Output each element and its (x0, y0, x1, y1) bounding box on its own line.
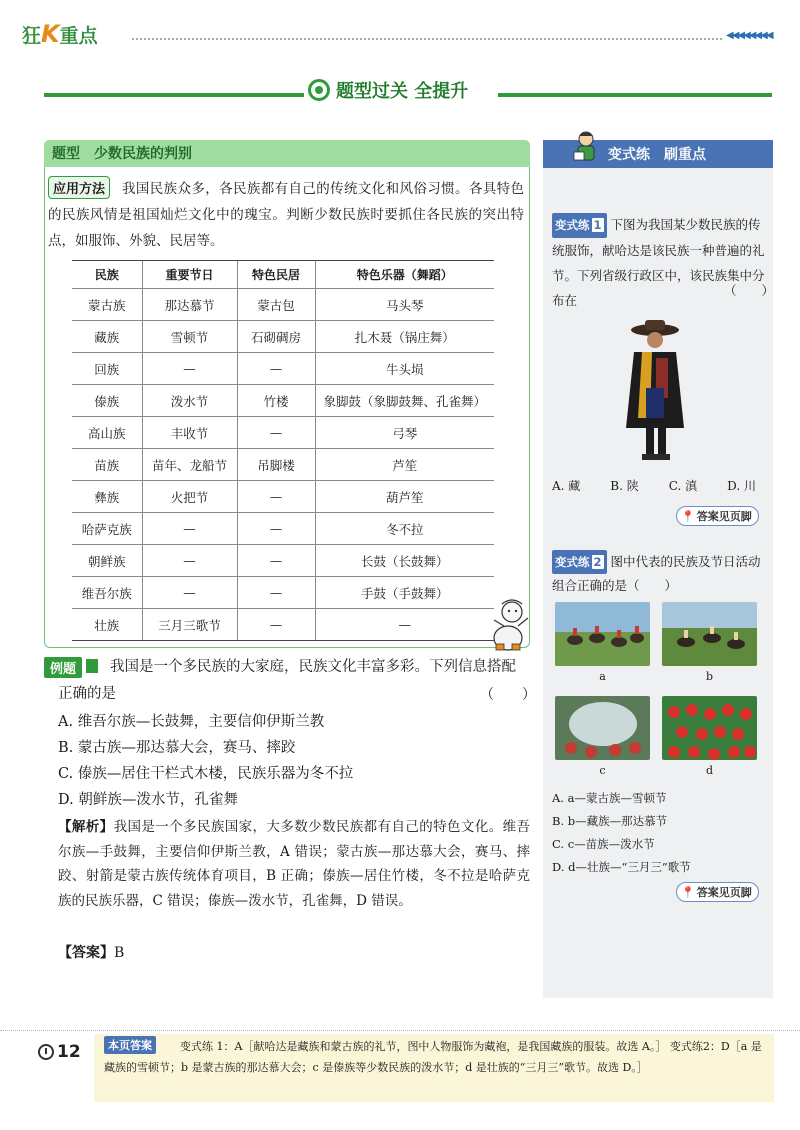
table-cell: 马头琴 (315, 289, 494, 321)
photo-caption: a (599, 670, 606, 683)
table-header: 特色民居 (237, 261, 315, 289)
table-cell: 手鼓（手鼓舞） (315, 577, 494, 609)
table-cell: — (237, 545, 315, 577)
variant-1-answer-link[interactable] (676, 506, 759, 526)
table-cell: 高山族 (72, 417, 142, 449)
table-cell: 竹楼 (237, 385, 315, 417)
table-header: 民族 (72, 261, 142, 289)
banner-title: 题型过关 全提升 (336, 81, 469, 102)
table-row (72, 545, 494, 577)
table-cell: — (142, 577, 237, 609)
table-cell: 彝族 (72, 481, 142, 513)
pin-icon: 📍 (681, 886, 695, 899)
table-cell: — (237, 609, 315, 641)
answer-link-label: 答案见页脚 (696, 886, 752, 899)
example-option: A. 维吾尔族—长鼓舞，主要信仰伊斯兰教 (58, 714, 325, 730)
table-cell: 三月三歌节 (142, 609, 237, 641)
variant-1-option: B. 陕 (610, 479, 639, 493)
table-cell: 葫芦笙 (315, 481, 494, 513)
table-row (72, 289, 494, 321)
page-number-text: 12 (57, 1042, 81, 1062)
variant-1-option: D. 川 (727, 479, 756, 493)
logo-suffix: 重点 (59, 25, 98, 47)
variant-2-question (552, 550, 766, 598)
page-number (38, 1040, 84, 1064)
variant-2-answer-link[interactable] (676, 882, 759, 902)
table-cell: 壮族 (72, 609, 142, 641)
table-cell: — (315, 609, 494, 641)
banner-rule-right (498, 93, 772, 97)
photo-caption: b (705, 670, 714, 683)
variant-1-option: A. 藏 (552, 479, 581, 493)
table-cell: — (237, 481, 315, 513)
table-cell: 牛头埙 (315, 353, 494, 385)
table-row (72, 321, 494, 353)
example-question: 我国是一个多民族的大家庭，民族文化丰富多彩。下列信息搭配正确的是 (58, 659, 516, 702)
clock-icon (38, 1044, 54, 1060)
page-answers-tag: 本页答案 (104, 1036, 156, 1054)
table-cell: — (237, 353, 315, 385)
method-label: 应用方法 (48, 176, 110, 199)
table-cell: 蒙古包 (237, 289, 315, 321)
table-row (72, 513, 494, 545)
table-row (72, 353, 494, 385)
answer-label: 【答案】 (58, 945, 114, 961)
photo-a-horse-riding (555, 602, 650, 666)
footer-dotted-rule (0, 1030, 800, 1031)
logo-prefix: 狂 (22, 25, 42, 47)
table-row (72, 417, 494, 449)
variant-1-tag (552, 213, 607, 238)
variant-1-text: 下图为我国某少数民族的传统服饰，献哈达是该民族一种普遍的礼节。下列省级行政区中，该民族集中分布在 (552, 217, 765, 308)
table-cell: 丰收节 (142, 417, 237, 449)
cartoon-character-icon (488, 596, 532, 652)
example-answer-paren: （ ） (480, 687, 536, 703)
table-cell: — (237, 513, 315, 545)
table-header: 特色乐器（舞蹈） (315, 261, 494, 289)
variant-tag-label: 变式练 (555, 555, 590, 569)
table-row (72, 481, 494, 513)
table-cell: — (142, 545, 237, 577)
variant-tag-label: 变式练 (555, 218, 590, 232)
table-row (72, 577, 494, 609)
brand-logo (22, 20, 98, 48)
table-cell: 火把节 (142, 481, 237, 513)
variant-1-paren: （ ） (724, 283, 775, 298)
table-cell: 吊脚楼 (237, 449, 315, 481)
table-cell: 朝鲜族 (72, 545, 142, 577)
student-icon (572, 130, 600, 166)
example-option: D. 朝鲜族—泼水节，孔雀舞 (58, 792, 238, 808)
example-option: C. 傣族—居住干栏式木楼，民族乐器为冬不拉 (58, 766, 354, 782)
section-banner (308, 77, 498, 103)
table-header-row (72, 261, 494, 289)
table-cell: 苗年、龙船节 (142, 449, 237, 481)
table-cell: 苗族 (72, 449, 142, 481)
table-cell: 哈萨克族 (72, 513, 142, 545)
variant-2-option: C. c—苗族—泼水节 (552, 837, 655, 851)
photo-caption: d (705, 764, 714, 777)
table-cell: 弓琴 (315, 417, 494, 449)
variant-2-option: D. d—壮族—“三月三”歌节 (552, 860, 691, 874)
table-cell: 雪顿节 (142, 321, 237, 353)
tibetan-costume-figure (612, 318, 698, 464)
photo-d-festival-crowd (662, 696, 757, 760)
table-cell: — (237, 417, 315, 449)
practice-header-title: 变式练 刷重点 (608, 147, 706, 163)
topic-title: 题型 少数民族的判别 (52, 146, 192, 162)
table-cell: 那达慕节 (142, 289, 237, 321)
method-text: 我国民族众多，各民族都有自己的传统文化和风俗习惯。各具特色的民族风情是祖国灿烂文化中的瑰宝。判断少数民族时要抓住各民族的突出特点，如服饰、外貌、民居等。 (48, 181, 524, 249)
table-cell: — (142, 353, 237, 385)
variant-2-text: 图中代表的民族及节日活动组合正确的是（ ） (552, 554, 761, 593)
table-cell: 傣族 (72, 385, 142, 417)
table-cell: — (142, 513, 237, 545)
variant-tag-number: 2 (593, 555, 602, 569)
swirl-icon (308, 79, 330, 101)
photo-b-horse-race (662, 602, 757, 666)
example-analysis (58, 815, 530, 913)
answer-link-label: 答案见页脚 (696, 510, 752, 523)
analysis-label: 【解析】 (58, 819, 114, 835)
table-cell: 泼水节 (142, 385, 237, 417)
table-cell: 藏族 (72, 321, 142, 353)
variant-1-option: C. 滇 (668, 479, 698, 493)
table-cell: 维吾尔族 (72, 577, 142, 609)
variant-2-option: B. b—藏族—那达慕节 (552, 814, 668, 828)
header-arrows-icon: ◀◀◀◀◀◀◀◀ (726, 30, 772, 41)
variant-2-tag (552, 550, 607, 574)
table-row (72, 385, 494, 417)
example-tag-square (86, 659, 98, 673)
example-answer (58, 942, 124, 962)
variant-1-options (552, 477, 766, 494)
ethnic-table (72, 260, 494, 641)
table-cell: 象脚鼓（象脚鼓舞、孔雀舞） (315, 385, 494, 417)
table-cell: — (237, 577, 315, 609)
table-cell: 芦笙 (315, 449, 494, 481)
variant-2-option: A. a—蒙古族—雪顿节 (552, 791, 667, 805)
table-cell: 扎木聂（锅庄舞） (315, 321, 494, 353)
photo-caption: c (599, 764, 606, 777)
example-option: B. 蒙古族—那达慕大会，赛马、摔跤 (58, 740, 296, 756)
table-cell: 回族 (72, 353, 142, 385)
banner-rule-left (44, 93, 304, 97)
logo-k: K (41, 20, 60, 48)
table-row (72, 609, 494, 641)
table-header: 重要节日 (142, 261, 237, 289)
example-tag: 例题 (44, 657, 82, 678)
pin-icon: 📍 (681, 510, 695, 523)
table-row (72, 449, 494, 481)
table-cell: 长鼓（长鼓舞） (315, 545, 494, 577)
page-answers-text: 变式练 1：A［献哈达是藏族和蒙古族的礼节，图中人物服饰为藏袍，是我国藏族的服装。故选 A。］ 变式练2：D［a 是藏族的雪顿节；b 是蒙古族的那达慕大会；c 是傣族等少数民族的泼水节；d 是壮族的“三月三”歌节。故选 D。］ (104, 1040, 762, 1074)
table-cell: 冬不拉 (315, 513, 494, 545)
header-dotted-rule (132, 38, 722, 40)
answer-value: B (114, 945, 125, 961)
photo-c-water-splashing (555, 696, 650, 760)
table-cell: 石砌碉房 (237, 321, 315, 353)
variant-tag-number: 1 (593, 218, 602, 232)
table-cell: 蒙古族 (72, 289, 142, 321)
analysis-text: 我国是一个多民族国家，大多数少数民族都有自己的特色文化。维吾尔族—手鼓舞，主要信仰伊斯兰教，A 错误；蒙古族—那达慕大会，赛马、摔跤、射箭是蒙古族传统体育项目，B 正确；傣族—居住竹楼，冬不拉是哈萨克族的民族乐器，C 错误；傣族—泼水节，孔雀舞，D 错误。 (58, 819, 531, 909)
